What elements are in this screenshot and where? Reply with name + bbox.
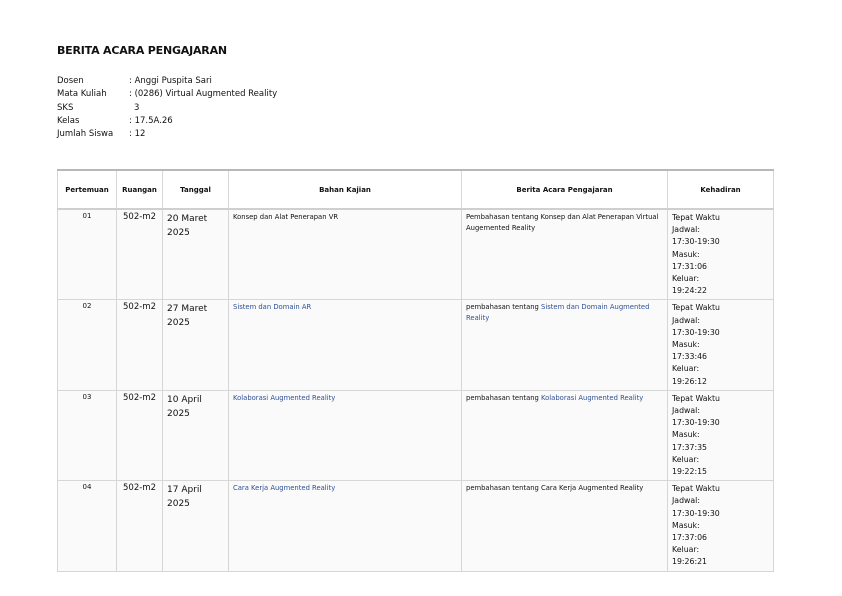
attendance-status: Tepat Waktu	[672, 484, 720, 494]
description-text: Pembahasan tentang Konsep dan Alat Penerapan Virtual Augemented Reality	[466, 213, 659, 232]
checkin-time: 17:31:06	[672, 261, 708, 271]
table-header-row	[58, 170, 774, 209]
attendance	[668, 390, 774, 480]
room: 502-m2	[117, 390, 163, 480]
checkout-time: 19:24:22	[672, 286, 708, 296]
checkout-time: 19:26:21	[672, 557, 708, 567]
page-title: BERITA ACARA PENGAJARAN	[57, 44, 227, 57]
topic-link[interactable]: Cara Kerja Augmented Reality	[229, 481, 462, 571]
description	[462, 481, 668, 571]
meeting-number: 02	[58, 300, 117, 390]
table-row	[58, 300, 774, 390]
checkin-label: Masuk:	[672, 430, 700, 440]
info-sks	[57, 102, 277, 115]
schedule-time: 17:30-19:30	[672, 418, 720, 428]
attendance-status: Tepat Waktu	[672, 303, 720, 313]
info-dosen	[57, 75, 277, 88]
attendance	[668, 481, 774, 571]
meeting-number: 01	[58, 209, 117, 300]
attendance-status: Tepat Waktu	[672, 393, 720, 403]
info-value: : Anggi Puspita Sari	[129, 76, 212, 86]
checkout-label: Keluar:	[672, 364, 700, 374]
date: 17 April 2025	[163, 481, 229, 571]
description-text: pembahasan tentang Cara Kerja Augmented Reality	[466, 484, 644, 493]
info-value: : 12	[129, 129, 146, 140]
table-row	[58, 209, 774, 300]
room: 502-m2	[117, 300, 163, 390]
info-value: 3	[134, 102, 140, 113]
checkout-time: 19:22:15	[672, 467, 708, 477]
date: 10 April 2025	[163, 390, 229, 480]
info-label: Dosen	[57, 76, 84, 86]
info-mata-kuliah	[57, 88, 277, 101]
checkin-label: Masuk:	[672, 520, 700, 530]
info-kelas	[57, 115, 277, 128]
checkin-label: Masuk:	[672, 340, 700, 350]
header-kehadiran: Kehadiran	[668, 170, 774, 209]
schedule-label: Jadwal:	[672, 406, 700, 416]
table-row	[58, 390, 774, 480]
header-tanggal: Tanggal	[163, 170, 229, 209]
attendance	[668, 209, 774, 300]
meeting-number: 04	[58, 481, 117, 571]
checkout-label: Keluar:	[672, 274, 700, 284]
checkin-label: Masuk:	[672, 249, 700, 259]
info-jumlah-siswa	[57, 128, 277, 141]
info-value: : (0286) Virtual Augmented Reality	[129, 89, 278, 100]
table-row	[58, 481, 774, 571]
info-label: SKS	[57, 102, 74, 113]
description-text: pembahasan tentang	[466, 303, 542, 312]
header-berita-acara: Berita Acara Pengajaran	[462, 170, 668, 209]
schedule-label: Jadwal:	[672, 496, 700, 506]
info-label: Mata Kuliah	[57, 89, 107, 100]
attendance-status: Tepat Waktu	[672, 213, 720, 222]
info-label: Kelas	[57, 115, 80, 126]
header-pertemuan: Pertemuan	[58, 170, 117, 209]
topic-link[interactable]: Kolaborasi Augmented Reality	[229, 390, 462, 480]
checkout-time: 19:26:12	[672, 376, 708, 386]
course-info	[57, 75, 277, 141]
header-ruangan: Ruangan	[117, 170, 163, 209]
description-link[interactable]: Kolaborasi Augmented Reality	[541, 393, 644, 402]
topic-link[interactable]: Sistem dan Domain AR	[229, 300, 462, 390]
date: 27 Maret 2025	[163, 300, 229, 390]
meeting-number: 03	[58, 390, 117, 480]
description	[462, 390, 668, 480]
info-value: : 17.5A.26	[129, 115, 173, 126]
schedule-label: Jadwal:	[672, 225, 700, 235]
date: 20 Maret 2025	[163, 209, 229, 300]
room: 502-m2	[117, 209, 163, 300]
topic: Konsep dan Alat Penerapan VR	[229, 209, 462, 300]
checkin-time: 17:37:06	[672, 533, 708, 543]
schedule-label: Jadwal:	[672, 315, 700, 325]
description-link[interactable]: Sistem dan Domain Augmented Reality	[466, 303, 650, 323]
description-text: pembahasan tentang	[466, 393, 542, 402]
description	[462, 300, 668, 390]
checkout-label: Keluar:	[672, 545, 700, 555]
info-label: Jumlah Siswa	[57, 129, 114, 140]
schedule-time: 17:30-19:30	[672, 237, 720, 247]
checkin-time: 17:37:35	[672, 442, 708, 452]
checkout-label: Keluar:	[672, 454, 700, 464]
checkin-time: 17:33:46	[672, 352, 708, 362]
attendance-table	[57, 169, 774, 572]
attendance	[668, 300, 774, 390]
room: 502-m2	[117, 481, 163, 571]
header-bahan-kajian: Bahan Kajian	[229, 170, 462, 209]
schedule-time: 17:30-19:30	[672, 327, 720, 337]
schedule-time: 17:30-19:30	[672, 508, 720, 518]
description	[462, 209, 668, 300]
